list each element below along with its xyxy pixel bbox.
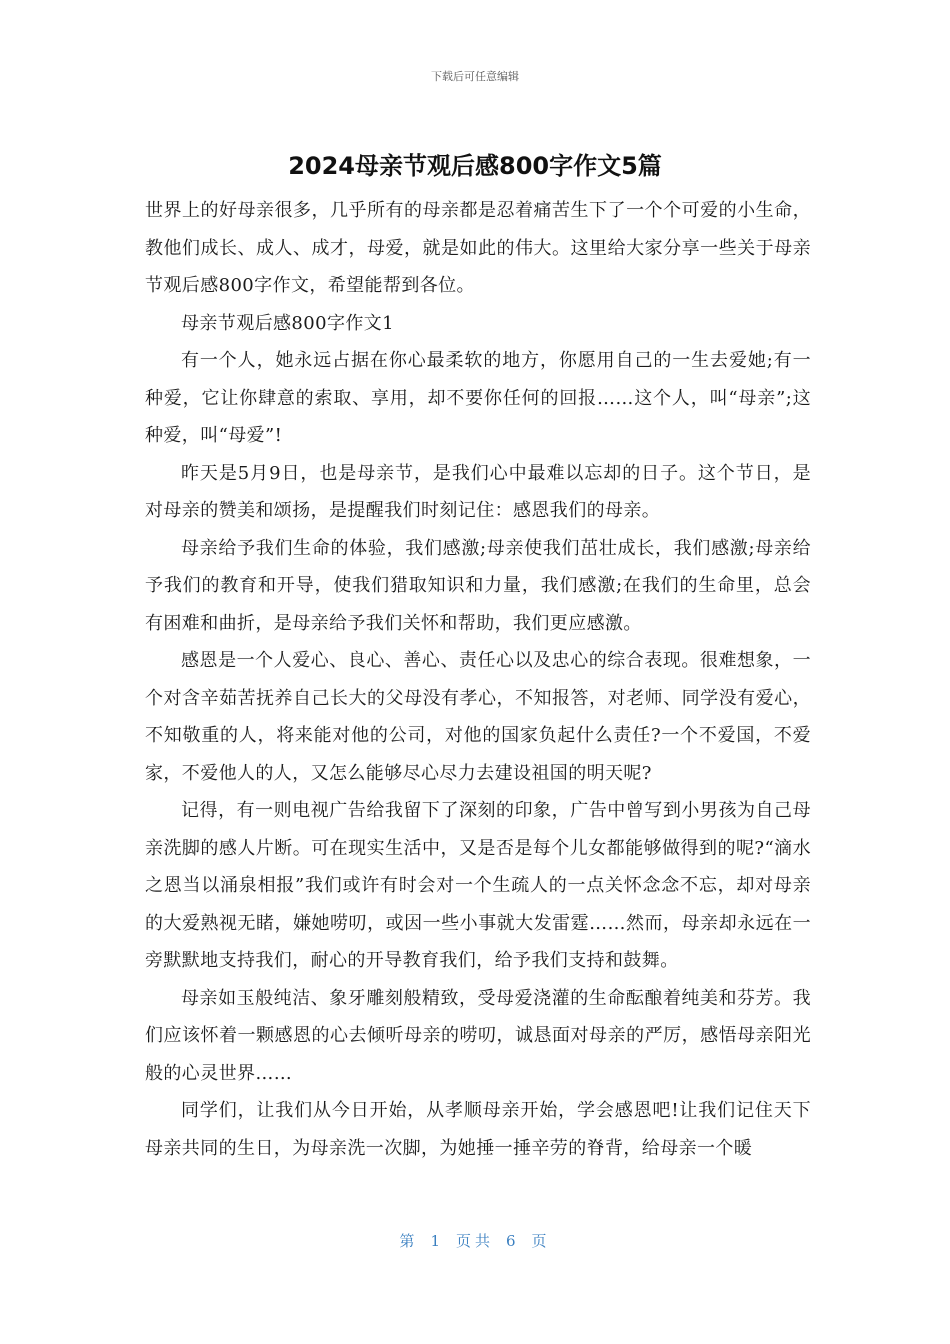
body-paragraph: 母亲如玉般纯洁、象牙雕刻般精致，受母爱浇灌的生命酝酿着纯美和芬芳。我们应该怀着一颗感恩的心去倾听母亲的唠叨，诚恳面对母亲的严厉，感悟母亲阳光般的心灵世界…… [145, 987, 811, 1084]
body-paragraph: 同学们，让我们从今日开始，从孝顺母亲开始，学会感恩吧!让我们记住天下母亲共同的生日，为母亲洗一次脚，为她捶一捶辛劳的脊背，给母亲一个暖 [145, 1100, 811, 1159]
document-body [145, 192, 811, 1167]
intro-paragraph: 世界上的好母亲很多，几乎所有的母亲都是忍着痛苦生下了一个个可爱的小生命，教他们成长、成人、成才，母爱，就是如此的伟大。这里给大家分享一些关于母亲节观后感800字作文，希望能帮到各位。 [145, 200, 811, 296]
section-heading: 母亲节观后感800字作文1 [181, 312, 395, 334]
footer-middle: 页共 [455, 1232, 494, 1250]
document-title: 2024母亲节观后感800字作文5篇 [288, 152, 662, 180]
body-paragraph: 记得，有一则电视广告给我留下了深刻的印象，广告中曾写到小男孩为自己母亲洗脚的感人片断。可在现实生活中，又是否是每个儿女都能够做得到的呢?“滴水之恩当以涌泉相报”我们或许有时会对一个生疏人的一点关怀念念不忘，却对母亲的大爱熟视无睹，嫌她唠叨，或因一些小事就大发雷霆……然而，母亲却永远在一旁默默地支持我们，耐心的开导教育我们，给予我们支持和鼓舞。 [145, 800, 811, 971]
body-paragraph: 母亲给予我们生命的体验，我们感激;母亲使我们茁壮成长，我们感激;母亲给予我们的教育和开导，使我们猎取知识和力量，我们感激;在我们的生命里，总会有困难和曲折，是母亲给予我们关怀和帮助，我们更应感激。 [145, 537, 811, 634]
body-paragraph: 昨天是5月9日，也是母亲节，是我们心中最难以忘却的日子。这个节日，是对母亲的赞美和颂扬，是提醒我们时刻记住：感恩我们的母亲。 [145, 462, 811, 521]
body-paragraph: 有一个人，她永远占据在你心最柔软的地方，你愿用自己的一生去爱她;有一种爱，它让你肆意的索取、享用，却不要你任何的回报……这个人，叫“母亲”;这种爱，叫“母爱”! [145, 350, 811, 446]
footer-suffix: 页 [531, 1232, 551, 1250]
footer-current-page: 1 [430, 1232, 444, 1250]
page-number-footer [0, 1230, 950, 1251]
footer-total-pages: 6 [506, 1232, 520, 1250]
body-paragraph: 感恩是一个人爱心、良心、善心、责任心以及忠心的综合表现。很难想象，一个对含辛茹苦抚养自己长大的父母没有孝心，不知报答，对老师、同学没有爱心，不知敬重的人，将来能对他的公司，对他的国家负起什么责任?一个不爱国，不爱家，不爱他人的人，又怎么能够尽心尽力去建设祖国的明天呢? [145, 650, 811, 784]
page-header-note: 下载后可任意编辑 [431, 70, 519, 83]
footer-prefix: 第 [399, 1232, 419, 1250]
